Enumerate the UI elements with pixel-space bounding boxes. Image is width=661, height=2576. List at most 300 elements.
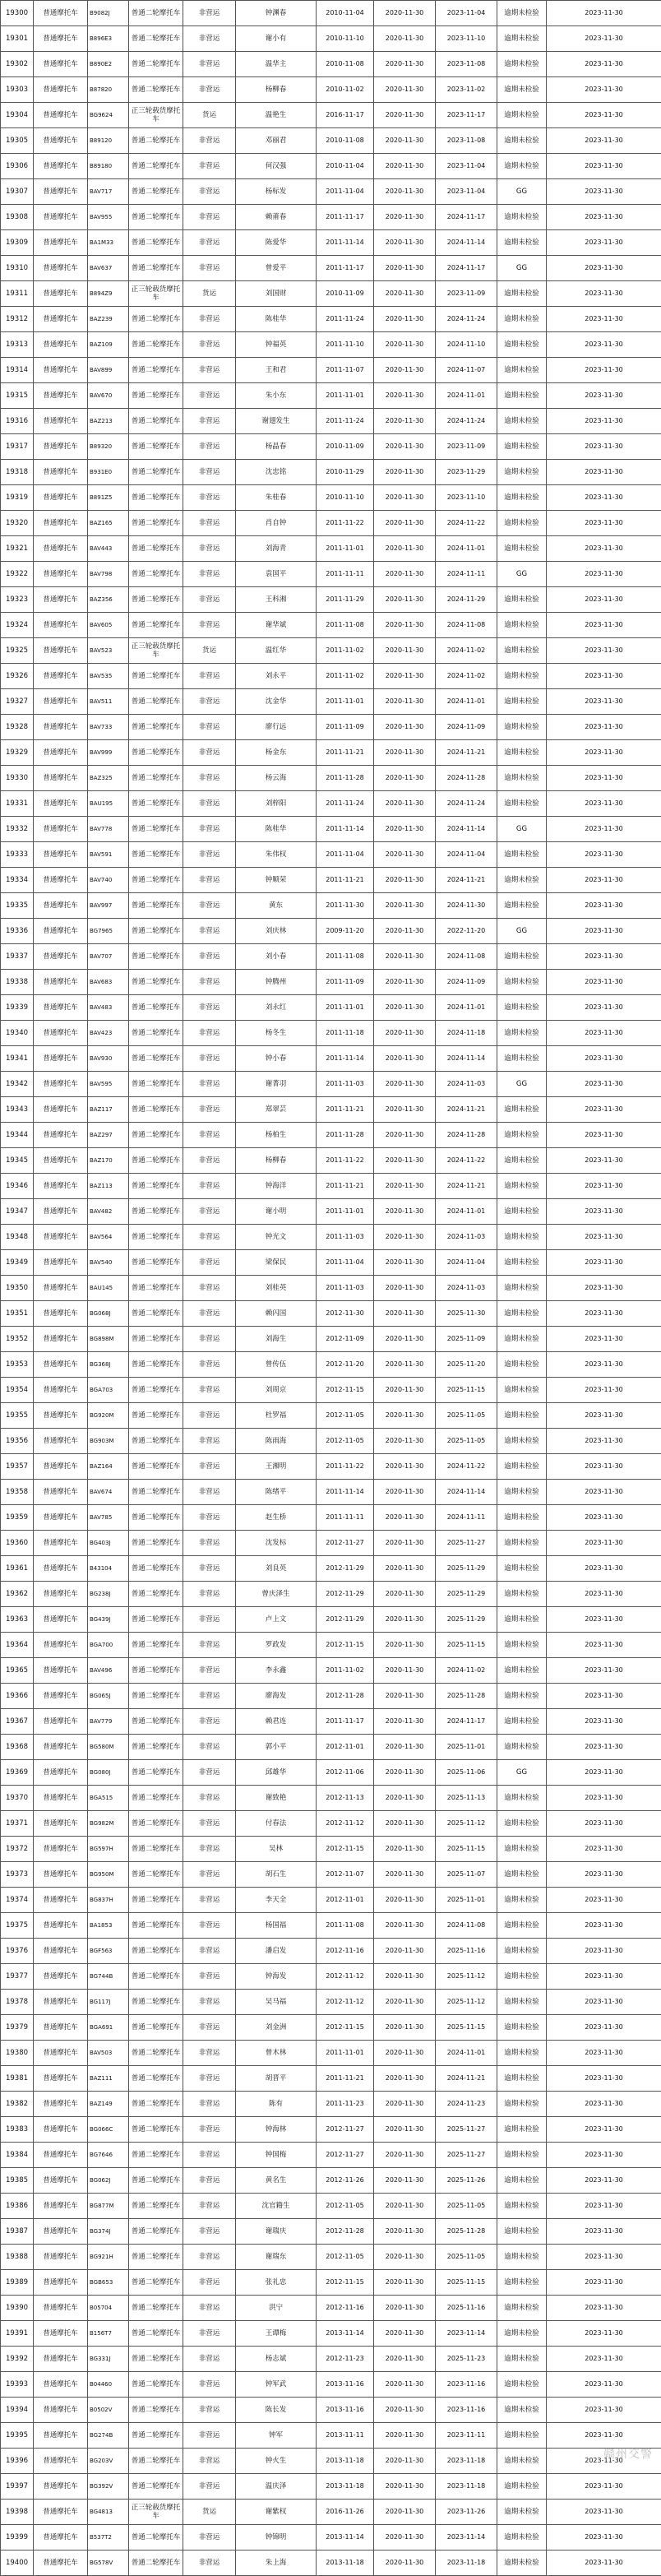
- register-date-cell: 2011-11-21: [317, 740, 374, 766]
- serial-number-cell: 19395: [1, 2423, 34, 2449]
- register-date-cell: 2011-11-01: [317, 383, 374, 409]
- owner-name-cell: 陈长发: [236, 2398, 317, 2423]
- usage-nature-cell: 非营运: [183, 1, 236, 26]
- deadline-date-cell: 2023-11-30: [547, 1888, 661, 1913]
- serial-number-cell: 19374: [1, 1888, 34, 1913]
- register-date-cell: 2012-11-30: [317, 1301, 374, 1327]
- usage-nature-cell: 非营运: [183, 358, 236, 383]
- vehicle-category-cell: 普通摩托车: [34, 893, 88, 919]
- usage-nature-cell: 非营运: [183, 995, 236, 1021]
- deadline-date-cell: 2023-11-30: [547, 2449, 661, 2474]
- vehicle-category-cell: 普通摩托车: [34, 638, 88, 664]
- vehicle-category-cell: 普通摩托车: [34, 868, 88, 893]
- scrap-date-cell: 2024-11-02: [436, 1658, 497, 1684]
- table-row: [1, 2066, 661, 2092]
- inspection-due-date-cell: 2020-11-30: [374, 1582, 436, 1607]
- register-date-cell: 2013-11-11: [317, 2423, 374, 2449]
- plate-number-cell: B537T2: [88, 2525, 129, 2551]
- inspection-due-date-cell: 2020-11-30: [374, 1454, 436, 1480]
- register-date-cell: 2011-11-22: [317, 1454, 374, 1480]
- register-date-cell: 2011-11-23: [317, 2092, 374, 2117]
- deadline-date-cell: 2023-11-30: [547, 1964, 661, 1990]
- usage-nature-cell: 非营运: [183, 740, 236, 766]
- vehicle-type-cell: 普通二轮摩托车: [129, 1786, 183, 1811]
- vehicle-status-cell: 逾期未检验: [497, 2015, 547, 2041]
- register-date-cell: 2012-11-15: [317, 1378, 374, 1403]
- table-row: [1, 817, 661, 842]
- register-date-cell: 2010-11-04: [317, 154, 374, 179]
- deadline-date-cell: 2023-11-30: [547, 1174, 661, 1199]
- usage-nature-cell: 非营运: [183, 1811, 236, 1837]
- vehicle-status-cell: 逾期未检验: [497, 2219, 547, 2245]
- usage-nature-cell: 非营运: [183, 2372, 236, 2398]
- deadline-date-cell: 2023-11-30: [547, 485, 661, 511]
- inspection-due-date-cell: 2020-11-30: [374, 613, 436, 638]
- plate-number-cell: BAV683: [88, 970, 129, 995]
- inspection-due-date-cell: 2020-11-30: [374, 1276, 436, 1301]
- vehicle-status-cell: 逾期未检验: [497, 2423, 547, 2449]
- deadline-date-cell: 2023-11-30: [547, 1709, 661, 1735]
- deadline-date-cell: 2023-11-30: [547, 281, 661, 307]
- deadline-date-cell: 2023-11-30: [547, 26, 661, 52]
- register-date-cell: 2011-11-04: [317, 179, 374, 205]
- inspection-due-date-cell: 2020-11-30: [374, 2551, 436, 2576]
- plate-number-cell: BG580M: [88, 1735, 129, 1760]
- vehicle-type-cell: 普通二轮摩托车: [129, 1760, 183, 1786]
- vehicle-type-cell: 普通二轮摩托车: [129, 332, 183, 358]
- vehicle-category-cell: 普通摩托车: [34, 1225, 88, 1250]
- deadline-date-cell: 2023-11-30: [547, 1301, 661, 1327]
- serial-number-cell: 19352: [1, 1327, 34, 1352]
- vehicle-type-cell: 普通二轮摩托车: [129, 1403, 183, 1429]
- scrap-date-cell: 2024-11-01: [436, 1199, 497, 1225]
- table-row: [1, 970, 661, 995]
- owner-name-cell: 谢紫权: [236, 2500, 317, 2525]
- register-date-cell: 2010-11-02: [317, 77, 374, 103]
- scrap-date-cell: 2024-11-01: [436, 2041, 497, 2066]
- register-date-cell: 2011-11-09: [317, 970, 374, 995]
- deadline-date-cell: 2023-11-30: [547, 970, 661, 995]
- vehicle-category-cell: 普通摩托车: [34, 1786, 88, 1811]
- deadline-date-cell: 2023-11-30: [547, 1403, 661, 1429]
- scrap-date-cell: 2025-11-29: [436, 1607, 497, 1633]
- serial-number-cell: 19334: [1, 868, 34, 893]
- deadline-date-cell: 2023-11-30: [547, 409, 661, 434]
- vehicle-status-cell: 逾期未检验: [497, 2500, 547, 2525]
- scrap-date-cell: 2024-11-03: [436, 1225, 497, 1250]
- plate-number-cell: BAV523: [88, 638, 129, 664]
- usage-nature-cell: 非营运: [183, 332, 236, 358]
- inspection-due-date-cell: 2020-11-30: [374, 1964, 436, 1990]
- scrap-date-cell: 2024-11-03: [436, 1276, 497, 1301]
- register-date-cell: 2012-11-01: [317, 1735, 374, 1760]
- plate-number-cell: BGB653: [88, 2270, 129, 2296]
- register-date-cell: 2011-11-28: [317, 766, 374, 791]
- vehicle-type-cell: 普通二轮摩托车: [129, 1939, 183, 1964]
- serial-number-cell: 19336: [1, 919, 34, 944]
- usage-nature-cell: 非营运: [183, 1429, 236, 1454]
- vehicle-category-cell: 普通摩托车: [34, 2143, 88, 2168]
- usage-nature-cell: 非营运: [183, 77, 236, 103]
- usage-nature-cell: 非营运: [183, 1684, 236, 1709]
- table-row: [1, 893, 661, 919]
- inspection-due-date-cell: 2020-11-30: [374, 638, 436, 664]
- scrap-date-cell: 2024-11-01: [436, 383, 497, 409]
- vehicle-category-cell: 普通摩托车: [34, 1735, 88, 1760]
- register-date-cell: 2011-11-02: [317, 1658, 374, 1684]
- register-date-cell: 2011-11-08: [317, 613, 374, 638]
- inspection-due-date-cell: 2020-11-30: [374, 2321, 436, 2347]
- register-date-cell: 2011-11-01: [317, 689, 374, 715]
- scrap-date-cell: 2022-11-20: [436, 919, 497, 944]
- scrap-date-cell: 2024-11-22: [436, 1454, 497, 1480]
- deadline-date-cell: 2023-11-30: [547, 460, 661, 485]
- vehicle-status-cell: 逾期未检验: [497, 1021, 547, 1046]
- deadline-date-cell: 2023-11-30: [547, 2347, 661, 2372]
- table-row: [1, 1480, 661, 1505]
- inspection-due-date-cell: 2020-11-30: [374, 587, 436, 613]
- vehicle-category-cell: 普通摩托车: [34, 2449, 88, 2474]
- vehicle-status-cell: 逾期未检验: [497, 715, 547, 740]
- inspection-due-date-cell: 2020-11-30: [374, 2449, 436, 2474]
- register-date-cell: 2013-11-16: [317, 2398, 374, 2423]
- vehicle-category-cell: 普通摩托车: [34, 613, 88, 638]
- deadline-date-cell: 2023-11-30: [547, 791, 661, 817]
- serial-number-cell: 19324: [1, 613, 34, 638]
- scrap-date-cell: 2024-11-14: [436, 1480, 497, 1505]
- deadline-date-cell: 2023-11-30: [547, 842, 661, 868]
- inspection-due-date-cell: 2020-11-30: [374, 1786, 436, 1811]
- scrap-date-cell: 2024-11-18: [436, 1021, 497, 1046]
- table-row: [1, 358, 661, 383]
- watermark-logo: 赣州交警: [603, 2445, 653, 2462]
- vehicle-status-cell: 逾期未检验: [497, 307, 547, 332]
- usage-nature-cell: 非营运: [183, 1148, 236, 1174]
- table-row: [1, 179, 661, 205]
- usage-nature-cell: 非营运: [183, 2525, 236, 2551]
- vehicle-status-cell: 逾期未检验: [497, 1811, 547, 1837]
- deadline-date-cell: 2023-11-30: [547, 664, 661, 689]
- owner-name-cell: 吴林: [236, 1837, 317, 1862]
- vehicle-type-cell: 普通二轮摩托车: [129, 1046, 183, 1072]
- deadline-date-cell: 2023-11-30: [547, 740, 661, 766]
- vehicle-category-cell: 普通摩托车: [34, 460, 88, 485]
- register-date-cell: 2011-11-11: [317, 562, 374, 587]
- register-date-cell: 2012-11-27: [317, 2143, 374, 2168]
- serial-number-cell: 19389: [1, 2270, 34, 2296]
- usage-nature-cell: 非营运: [183, 2423, 236, 2449]
- owner-name-cell: 陈桂华: [236, 307, 317, 332]
- inspection-due-date-cell: 2020-11-30: [374, 791, 436, 817]
- register-date-cell: 2012-11-12: [317, 1990, 374, 2015]
- owner-name-cell: 张礼忠: [236, 2270, 317, 2296]
- plate-number-cell: BAZ165: [88, 511, 129, 536]
- plate-number-cell: BG7965: [88, 919, 129, 944]
- vehicle-category-cell: 普通摩托车: [34, 740, 88, 766]
- plate-number-cell: BAZ325: [88, 766, 129, 791]
- table-row: [1, 485, 661, 511]
- inspection-due-date-cell: 2020-11-30: [374, 1760, 436, 1786]
- vehicle-category-cell: 普通摩托车: [34, 1607, 88, 1633]
- usage-nature-cell: 非营运: [183, 868, 236, 893]
- vehicle-status-cell: 逾期未检验: [497, 460, 547, 485]
- serial-number-cell: 19392: [1, 2347, 34, 2372]
- table-row: [1, 2245, 661, 2270]
- plate-number-cell: BG920M: [88, 1403, 129, 1429]
- register-date-cell: 2010-11-08: [317, 52, 374, 77]
- vehicle-category-cell: 普通摩托车: [34, 2474, 88, 2500]
- serial-number-cell: 19333: [1, 842, 34, 868]
- plate-number-cell: BG744B: [88, 1964, 129, 1990]
- plate-number-cell: BAV798: [88, 562, 129, 587]
- serial-number-cell: 19311: [1, 281, 34, 307]
- plate-number-cell: BAV605: [88, 613, 129, 638]
- inspection-due-date-cell: 2020-11-30: [374, 1, 436, 26]
- table-row: [1, 1352, 661, 1378]
- register-date-cell: 2011-11-28: [317, 1123, 374, 1148]
- register-date-cell: 2012-11-16: [317, 2296, 374, 2321]
- usage-nature-cell: 非营运: [183, 2398, 236, 2423]
- table-row: [1, 2398, 661, 2423]
- vehicle-type-cell: 普通二轮摩托车: [129, 1531, 183, 1556]
- serial-number-cell: 19343: [1, 1097, 34, 1123]
- vehicle-type-cell: 普通二轮摩托车: [129, 1276, 183, 1301]
- vehicle-category-cell: 普通摩托车: [34, 52, 88, 77]
- plate-number-cell: BGA515: [88, 1786, 129, 1811]
- register-date-cell: 2013-11-18: [317, 2551, 374, 2576]
- usage-nature-cell: 货运: [183, 103, 236, 128]
- deadline-date-cell: 2023-11-30: [547, 638, 661, 664]
- table-row: [1, 1327, 661, 1352]
- usage-nature-cell: 非营运: [183, 1225, 236, 1250]
- table-row: [1, 2219, 661, 2245]
- register-date-cell: 2012-11-29: [317, 1582, 374, 1607]
- owner-name-cell: 钟海林: [236, 2117, 317, 2143]
- serial-number-cell: 19378: [1, 1990, 34, 2015]
- vehicle-status-cell: GG: [497, 562, 547, 587]
- scrap-date-cell: 2023-11-09: [436, 281, 497, 307]
- deadline-date-cell: 2023-11-30: [547, 154, 661, 179]
- vehicle-status-cell: 逾期未检验: [497, 1633, 547, 1658]
- scrap-date-cell: 2024-11-17: [436, 205, 497, 230]
- vehicle-type-cell: 普通二轮摩托车: [129, 1097, 183, 1123]
- vehicle-type-cell: 普通二轮摩托车: [129, 434, 183, 460]
- vehicle-status-cell: 逾期未检验: [497, 638, 547, 664]
- table-row: [1, 1709, 661, 1735]
- owner-name-cell: 钟军武: [236, 2372, 317, 2398]
- scrap-date-cell: 2025-11-30: [436, 1301, 497, 1327]
- vehicle-status-cell: 逾期未检验: [497, 995, 547, 1021]
- scrap-date-cell: 2024-11-14: [436, 1046, 497, 1072]
- vehicle-category-cell: 普通摩托车: [34, 1709, 88, 1735]
- owner-name-cell: 刘金洲: [236, 2015, 317, 2041]
- table-row: [1, 1990, 661, 2015]
- vehicle-status-cell: 逾期未检验: [497, 1964, 547, 1990]
- register-date-cell: 2013-11-18: [317, 2449, 374, 2474]
- serial-number-cell: 19348: [1, 1225, 34, 1250]
- scrap-date-cell: 2025-11-29: [436, 1582, 497, 1607]
- register-date-cell: 2011-11-09: [317, 715, 374, 740]
- scrap-date-cell: 2024-11-04: [436, 1250, 497, 1276]
- register-date-cell: 2012-11-05: [317, 1429, 374, 1454]
- plate-number-cell: BAZ149: [88, 2092, 129, 2117]
- vehicle-status-cell: 逾期未检验: [497, 2474, 547, 2500]
- scrap-date-cell: 2024-11-11: [436, 1505, 497, 1531]
- vehicle-category-cell: 普通摩托车: [34, 1123, 88, 1148]
- vehicle-status-cell: 逾期未检验: [497, 1097, 547, 1123]
- vehicle-status-cell: 逾期未检验: [497, 944, 547, 970]
- register-date-cell: 2011-11-04: [317, 1250, 374, 1276]
- vehicle-category-cell: 普通摩托车: [34, 1429, 88, 1454]
- vehicle-status-cell: 逾期未检验: [497, 2041, 547, 2066]
- inspection-due-date-cell: 2020-11-30: [374, 1429, 436, 1454]
- inspection-due-date-cell: 2020-11-30: [374, 1531, 436, 1556]
- deadline-date-cell: 2023-11-30: [547, 817, 661, 842]
- scrap-date-cell: 2023-11-08: [436, 128, 497, 154]
- serial-number-cell: 19351: [1, 1301, 34, 1327]
- table-row: [1, 2347, 661, 2372]
- owner-name-cell: 沈发标: [236, 1531, 317, 1556]
- plate-number-cell: BG374J: [88, 2219, 129, 2245]
- usage-nature-cell: 非营运: [183, 2474, 236, 2500]
- serial-number-cell: 19315: [1, 383, 34, 409]
- inspection-due-date-cell: 2020-11-30: [374, 1046, 436, 1072]
- vehicle-category-cell: 普通摩托车: [34, 1862, 88, 1888]
- scrap-date-cell: 2023-11-29: [436, 460, 497, 485]
- plate-number-cell: BAV482: [88, 1199, 129, 1225]
- table-row: [1, 2168, 661, 2194]
- inspection-due-date-cell: 2020-11-30: [374, 1633, 436, 1658]
- vehicle-type-cell: 正三轮载货摩托车: [129, 281, 183, 307]
- serial-number-cell: 19320: [1, 511, 34, 536]
- usage-nature-cell: 货运: [183, 638, 236, 664]
- vehicle-category-cell: 普通摩托车: [34, 1148, 88, 1174]
- usage-nature-cell: 非营运: [183, 434, 236, 460]
- vehicle-category-cell: 普通摩托车: [34, 587, 88, 613]
- vehicle-status-cell: 逾期未检验: [497, 1735, 547, 1760]
- inspection-due-date-cell: 2020-11-30: [374, 1658, 436, 1684]
- scrap-date-cell: 2025-11-12: [436, 1811, 497, 1837]
- serial-number-cell: 19314: [1, 358, 34, 383]
- deadline-date-cell: 2023-11-30: [547, 2423, 661, 2449]
- plate-number-cell: BA1M33: [88, 230, 129, 256]
- scrap-date-cell: 2024-11-10: [436, 332, 497, 358]
- usage-nature-cell: 非营运: [183, 1939, 236, 1964]
- scrap-date-cell: 2024-11-17: [436, 256, 497, 281]
- register-date-cell: 2011-11-01: [317, 1199, 374, 1225]
- scrap-date-cell: 2024-11-14: [436, 230, 497, 256]
- vehicle-category-cell: 普通摩托车: [34, 281, 88, 307]
- plate-number-cell: BAZ109: [88, 332, 129, 358]
- vehicle-category-cell: 普通摩托车: [34, 1250, 88, 1276]
- plate-number-cell: B9082J: [88, 1, 129, 26]
- owner-name-cell: 杨柏生: [236, 1123, 317, 1148]
- table-row: [1, 2296, 661, 2321]
- register-date-cell: 2009-11-20: [317, 919, 374, 944]
- table-row: [1, 1658, 661, 1684]
- vehicle-status-cell: 逾期未检验: [497, 1837, 547, 1862]
- vehicle-category-cell: 普通摩托车: [34, 536, 88, 562]
- scrap-date-cell: 2024-11-22: [436, 1148, 497, 1174]
- vehicle-type-cell: 普通二轮摩托车: [129, 842, 183, 868]
- usage-nature-cell: 非营运: [183, 664, 236, 689]
- plate-number-cell: BAV930: [88, 1046, 129, 1072]
- owner-name-cell: 温庆泽: [236, 2474, 317, 2500]
- usage-nature-cell: 非营运: [183, 2092, 236, 2117]
- vehicle-type-cell: 普通二轮摩托车: [129, 2296, 183, 2321]
- owner-name-cell: 刘小春: [236, 944, 317, 970]
- deadline-date-cell: 2023-11-30: [547, 1939, 661, 1964]
- serial-number-cell: 19372: [1, 1837, 34, 1862]
- register-date-cell: 2011-11-03: [317, 1225, 374, 1250]
- inspection-due-date-cell: 2020-11-30: [374, 1735, 436, 1760]
- vehicle-status-cell: 逾期未检验: [497, 511, 547, 536]
- owner-name-cell: 曾庆泽生: [236, 1582, 317, 1607]
- inspection-due-date-cell: 2020-11-30: [374, 1505, 436, 1531]
- scrap-date-cell: 2025-11-27: [436, 1531, 497, 1556]
- vehicle-status-cell: 逾期未检验: [497, 485, 547, 511]
- vehicle-category-cell: 普通摩托车: [34, 2551, 88, 2576]
- plate-number-cell: BAU145: [88, 1276, 129, 1301]
- vehicle-status-cell: 逾期未检验: [497, 26, 547, 52]
- table-row: [1, 536, 661, 562]
- scrap-date-cell: 2024-11-29: [436, 587, 497, 613]
- usage-nature-cell: 非营运: [183, 1658, 236, 1684]
- table-row: [1, 128, 661, 154]
- vehicle-category-cell: 普通摩托车: [34, 2219, 88, 2245]
- serial-number-cell: 19394: [1, 2398, 34, 2423]
- vehicle-category-cell: 普通摩托车: [34, 1097, 88, 1123]
- serial-number-cell: 19345: [1, 1148, 34, 1174]
- vehicle-category-cell: 普通摩托车: [34, 842, 88, 868]
- table-row: [1, 1786, 661, 1811]
- deadline-date-cell: 2023-11-30: [547, 2117, 661, 2143]
- vehicle-type-cell: 普通二轮摩托车: [129, 2041, 183, 2066]
- register-date-cell: 2012-11-05: [317, 2194, 374, 2219]
- vehicle-status-cell: 逾期未检验: [497, 1123, 547, 1148]
- vehicle-status-cell: 逾期未检验: [497, 1709, 547, 1735]
- deadline-date-cell: 2023-11-30: [547, 2015, 661, 2041]
- table-row: [1, 1174, 661, 1199]
- vehicle-category-cell: 普通摩托车: [34, 1301, 88, 1327]
- serial-number-cell: 19366: [1, 1684, 34, 1709]
- vehicle-type-cell: 普通二轮摩托车: [129, 1913, 183, 1939]
- owner-name-cell: 钟福英: [236, 332, 317, 358]
- usage-nature-cell: 非营运: [183, 230, 236, 256]
- scrap-date-cell: 2023-11-14: [436, 2321, 497, 2347]
- vehicle-status-cell: 逾期未检验: [497, 358, 547, 383]
- inspection-due-date-cell: 2020-11-30: [374, 128, 436, 154]
- usage-nature-cell: 非营运: [183, 1735, 236, 1760]
- vehicle-type-cell: 普通二轮摩托车: [129, 256, 183, 281]
- serial-number-cell: 19353: [1, 1352, 34, 1378]
- deadline-date-cell: 2023-11-30: [547, 1607, 661, 1633]
- deadline-date-cell: 2023-11-30: [547, 205, 661, 230]
- table-row: [1, 1531, 661, 1556]
- vehicle-status-cell: 逾期未检验: [497, 2525, 547, 2551]
- plate-number-cell: BG837H: [88, 1888, 129, 1913]
- inspection-due-date-cell: 2020-11-30: [374, 205, 436, 230]
- usage-nature-cell: 非营运: [183, 1046, 236, 1072]
- owner-name-cell: 刘永红: [236, 995, 317, 1021]
- vehicle-category-cell: 普通摩托车: [34, 1888, 88, 1913]
- vehicle-category-cell: 普通摩托车: [34, 2347, 88, 2372]
- scrap-date-cell: 2025-11-09: [436, 1327, 497, 1352]
- serial-number-cell: 19381: [1, 2066, 34, 2092]
- vehicle-status-cell: 逾期未检验: [497, 1403, 547, 1429]
- scrap-date-cell: 2025-11-05: [436, 2245, 497, 2270]
- plate-number-cell: BAV670: [88, 383, 129, 409]
